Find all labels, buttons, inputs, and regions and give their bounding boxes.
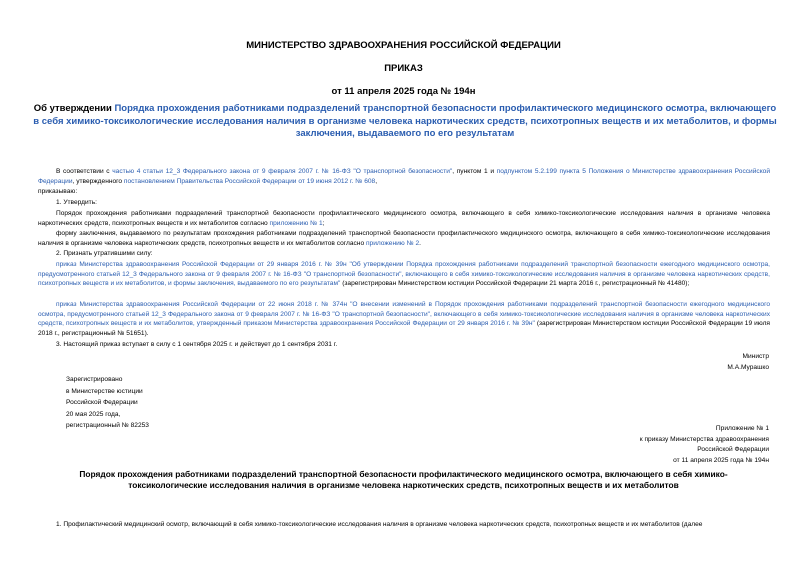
appendix1-link[interactable]: приложению № 1 (269, 219, 323, 227)
preamble-text: , (375, 177, 378, 185)
subject-link[interactable]: Порядка прохождения работниками подразделений транспортной безопасности профилактического медицинского осмотра, включающего в себя химико-токсикологические исследования наличия в организме человека наркотических средств, психотропных веществ и их метаболитов, и формы заключения, выдаваемого по его результатам (33, 103, 777, 139)
paragraph-text: (зарегистрирован Министерством юстиции Российской Федерации 19 июля 2018 г., регистрационный № 51651). (38, 320, 770, 337)
registration-line: 20 мая 2025 года, (66, 410, 121, 418)
appendix-line: к приказу Министерства здравоохранения (639, 435, 769, 443)
item1-paragraph-1 (38, 209, 770, 228)
regulation-link[interactable]: подпунктом 5.2.199 пункта 5 Положения о Министерстве здравоохранения Российской Федерации (38, 168, 771, 185)
appendix-line: Приложение № 1 (715, 425, 769, 432)
law-link[interactable]: частью 4 статьи 12_3 Федерального закона от 9 февраля 2007 г. № 16-ФЗ "О транспортной безопасности" (112, 168, 453, 175)
appendix-header (640, 424, 769, 466)
preamble (38, 167, 770, 186)
signer-position: Министр (742, 353, 769, 360)
preamble-text: В соответствии с (56, 168, 113, 175)
doc-date-number: от 11 апреля 2025 года № 194н (331, 86, 476, 97)
registration-line: Российской Федерации (66, 399, 138, 406)
ministry-heading: МИНИСТЕРСТВО ЗДРАВООХРАНЕНИЯ РОССИЙСКОЙ ФЕДЕРАЦИИ (246, 40, 561, 51)
appendix2-link[interactable]: приложению № 2 (365, 239, 420, 247)
paragraph-text: . (419, 239, 421, 247)
order-subject (30, 103, 780, 141)
item2-paragraph-b (38, 300, 770, 338)
paragraph-text: форму заключения, выдаваемого по результатам прохождения работниками подразделений транспортной безопасности профилактического медицинского осмотра, включающего в себя химико-токсикологические исследования наличия в организме человека наркотических средств, психотропных веществ и их метаболитов согласно (38, 230, 770, 247)
signer-block (727, 351, 769, 373)
appendix-line: от 11 апреля 2025 года № 194н (673, 456, 769, 464)
subject-prefix: Об утверждении (33, 103, 115, 114)
registration-line: в Министерстве юстиции (66, 387, 143, 395)
registration-line: регистрационный № 82253 (66, 422, 149, 429)
preamble-text: , утвержденного (72, 177, 124, 185)
appendix-paragraph-1: 1. Профилактический медицинский осмотр, включающий в себя химико-токсикологические исследования наличия в организме человека наркотических средств, психотропных веществ и их метаболитов (далее (56, 521, 703, 528)
repealed-order-39n-link[interactable]: приказ Министерства здравоохранения Российской Федерации от 29 января 2016 г. № 39н "Об утверждении Порядка прохождения работниками подразделений транспортной безопасности ежегодного медицинского осмотра, предусмотренного статьей 12_3 Федерального закона от 9 февраля 2007 г. № 16-ФЗ "О транспортной безопасности", включающего в себя химико-токсикологические исследования наличия в организме человека наркотических средств, психотропных веществ и их метаболитов, и формы заключения, выдаваемого по его результатам" (38, 261, 770, 288)
registration-line: Зарегистрировано (66, 376, 123, 383)
order-word: приказываю: (38, 188, 78, 195)
paragraph-text: (зарегистрирован Министерством юстиции Российской Федерации 21 марта 2016 г., регистрационный № 41480); (340, 280, 690, 288)
item3: 3. Настоящий приказ вступает в силу с 1 сентября 2025 г. и действует до 1 сентября 2031 г. (56, 341, 338, 348)
signer-name: М.А.Мурашко (727, 364, 769, 371)
paragraph-text: ; (322, 219, 325, 227)
item1-title: 1. Утвердить: (56, 199, 97, 206)
item1-paragraph-2 (38, 229, 770, 248)
registration-block (66, 374, 149, 432)
appendix-line: Российской Федерации (697, 446, 769, 453)
item2-title: 2. Признать утратившими силу: (56, 250, 153, 257)
appendix-title: Порядок прохождения работниками подразделений транспортной безопасности профилактического медицинского осмотра, включающего в себя химико-токсикологические исследования наличия в организме человека наркотических средств, психотропных веществ и их метаболитов (79, 469, 728, 491)
repealed-order-374n-link[interactable]: приказ Министерства здравоохранения Российской Федерации от 22 июня 2018 г. № 374н "О внесении изменений в Порядок прохождения работниками подразделений транспортной безопасности ежегодного медицинского осмотра, предусмотренного статьей 12_3 Федерального закона от 9 февраля 2007 г. № 16-ФЗ "О транспортной безопасности", включающего в себя химико-токсикологические исследования наличия в организме человека наркотических средств, психотропных веществ и их метаболитов, утвержденный приказом Министерства здравоохранения Российской Федерации от 29 января 2016 г. № 39н" (38, 301, 770, 328)
paragraph-text: Порядок прохождения работниками подразделений транспортной безопасности профилактического медицинского осмотра, включающего в себя химико-токсикологические исследования наличия в организме человека наркотических средств, психотропных веществ и их метаболитов согласно (38, 210, 770, 227)
doc-type-heading: ПРИКАЗ (384, 63, 423, 74)
decree-link[interactable]: постановлением Правительства Российской Федерации от 19 июня 2012 г. № 608 (123, 177, 376, 185)
item2-paragraph-a (38, 260, 770, 289)
preamble-text: , пунктом 1 и (452, 168, 497, 175)
